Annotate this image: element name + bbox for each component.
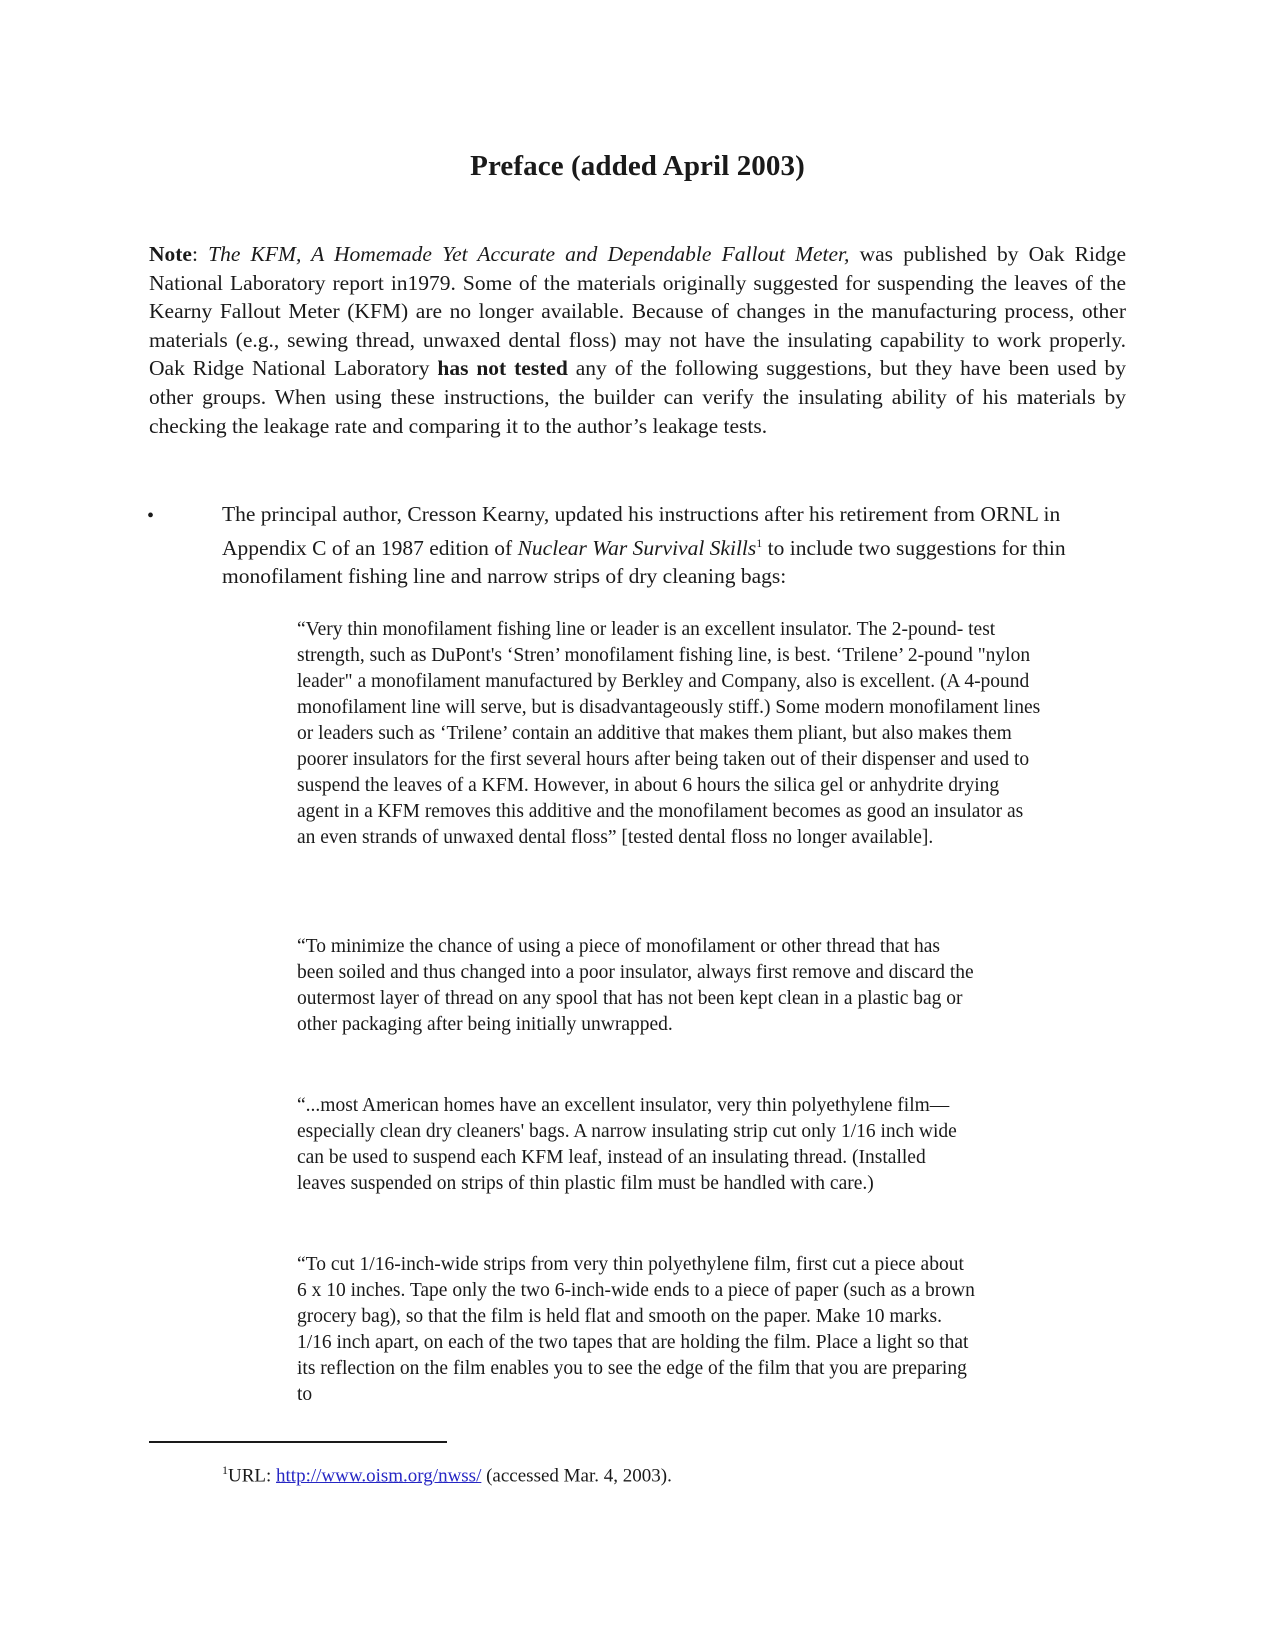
bullet-book-title: Nuclear War Survival Skills: [517, 535, 757, 560]
footnote-prefix: URL:: [228, 1465, 277, 1487]
bullet-text-2: to include two suggestions for thin monofilament fishing line and narrow strips of dry cleaning bags:: [222, 535, 1066, 589]
note-colon: :: [191, 242, 198, 266]
footnote-suffix: (accessed Mar. 4, 2003).: [481, 1465, 672, 1487]
bullet-marker: •: [147, 505, 155, 527]
note-bold-text: has not tested: [437, 356, 568, 381]
footnote: [222, 1463, 672, 1487]
page-title: Preface (added April 2003): [470, 150, 805, 182]
note-label: Note: [149, 242, 192, 266]
footnote-ref-mark: 1: [756, 535, 763, 550]
note-report-title: The KFM, A Homemade Yet Accurate and Dependable Fallout Meter,: [208, 242, 850, 266]
note-paragraph: [149, 240, 1126, 440]
quote-paragraph-4: “To cut 1/16-inch-wide strips from very thin polyethylene film, first cut a piece about 6 x 10 inches. Tape only the two 6-inch-wide ends to a piece of paper (such as a brown grocery bag), so that the film is held flat and smooth on the paper. Make 10 marks. 1/16 inch apart, on each of the two tapes that are holding the film. Place a light so that its reflection on the film enables you to see the edge of the film that you are preparing to: [297, 1254, 975, 1405]
footnote-mark: 1: [222, 1463, 228, 1477]
footnote-separator: [149, 1441, 447, 1443]
quote-paragraph-2: “To minimize the chance of using a piece of monofilament or other thread that has been soiled and thus changed into a poor insulator, always first remove and discard the outermost layer of thread on any spool that has not been kept clean in a plastic bag or other packaging after being initially unwrapped.: [297, 936, 974, 1035]
bullet-paragraph: [222, 500, 1124, 591]
quote-paragraph-3: “...most American homes have an excellent insulator, very thin polyethylene film—especially clean dry cleaners' bags. A narrow insulating strip cut only 1/16 inch wide can be used to suspend each KFM leaf, instead of an insulating thread. (Installed leaves suspended on strips of thin plastic film must be handled with care.): [297, 1095, 957, 1194]
bullet-text-1: The principal author, Cresson Kearny, updated his instructions after his retirement from ORNL in Appendix C of an 1987 edition of: [222, 502, 1061, 560]
note-text-1: was published by Oak Ridge National Laboratory report in1979. Some of the materials originally suggested for suspending the leaves of the Kearny Fallout Meter (KFM) are no longer available. Because of changes in the manufacturing process, other materials (e.g., sewing thread, unwaxed dental floss) may not have the insulating capability to work properly. Oak Ridge National Laboratory: [149, 242, 1126, 381]
quote-paragraph-1: “Very thin monofilament fishing line or leader is an excellent insulator. The 2-pound- test strength, such as DuPont's ‘Stren’ monofilament fishing line, is best. ‘Trilene’ 2-pound "nylon leader" a monofilament manufactured by Berkley and Company, also is excellent. (A 4-pound monofilament line will serve, but is disadvantageously stiff.) Some modern monofilament lines or leaders such as ‘Trilene’ contain an additive that makes them pliant, but also makes them poorer insulators for the first several hours after being taken out of their dispenser and used to suspend the leaves of a KFM. However, in about 6 hours the silica gel or anhydrite drying agent in a KFM removes this additive and the monofilament becomes as good an insulator as an even strands of unwaxed dental floss” [tested dental floss no longer available].: [297, 619, 1041, 848]
footnote-link[interactable]: http://www.oism.org/nwss/: [276, 1465, 482, 1487]
note-text-2: any of the following suggestions, but they have been used by other groups. When using these instructions, the builder can verify the insulating ability of his materials by checking the leakage rate and comparing it to the author’s leakage tests.: [149, 356, 1126, 438]
